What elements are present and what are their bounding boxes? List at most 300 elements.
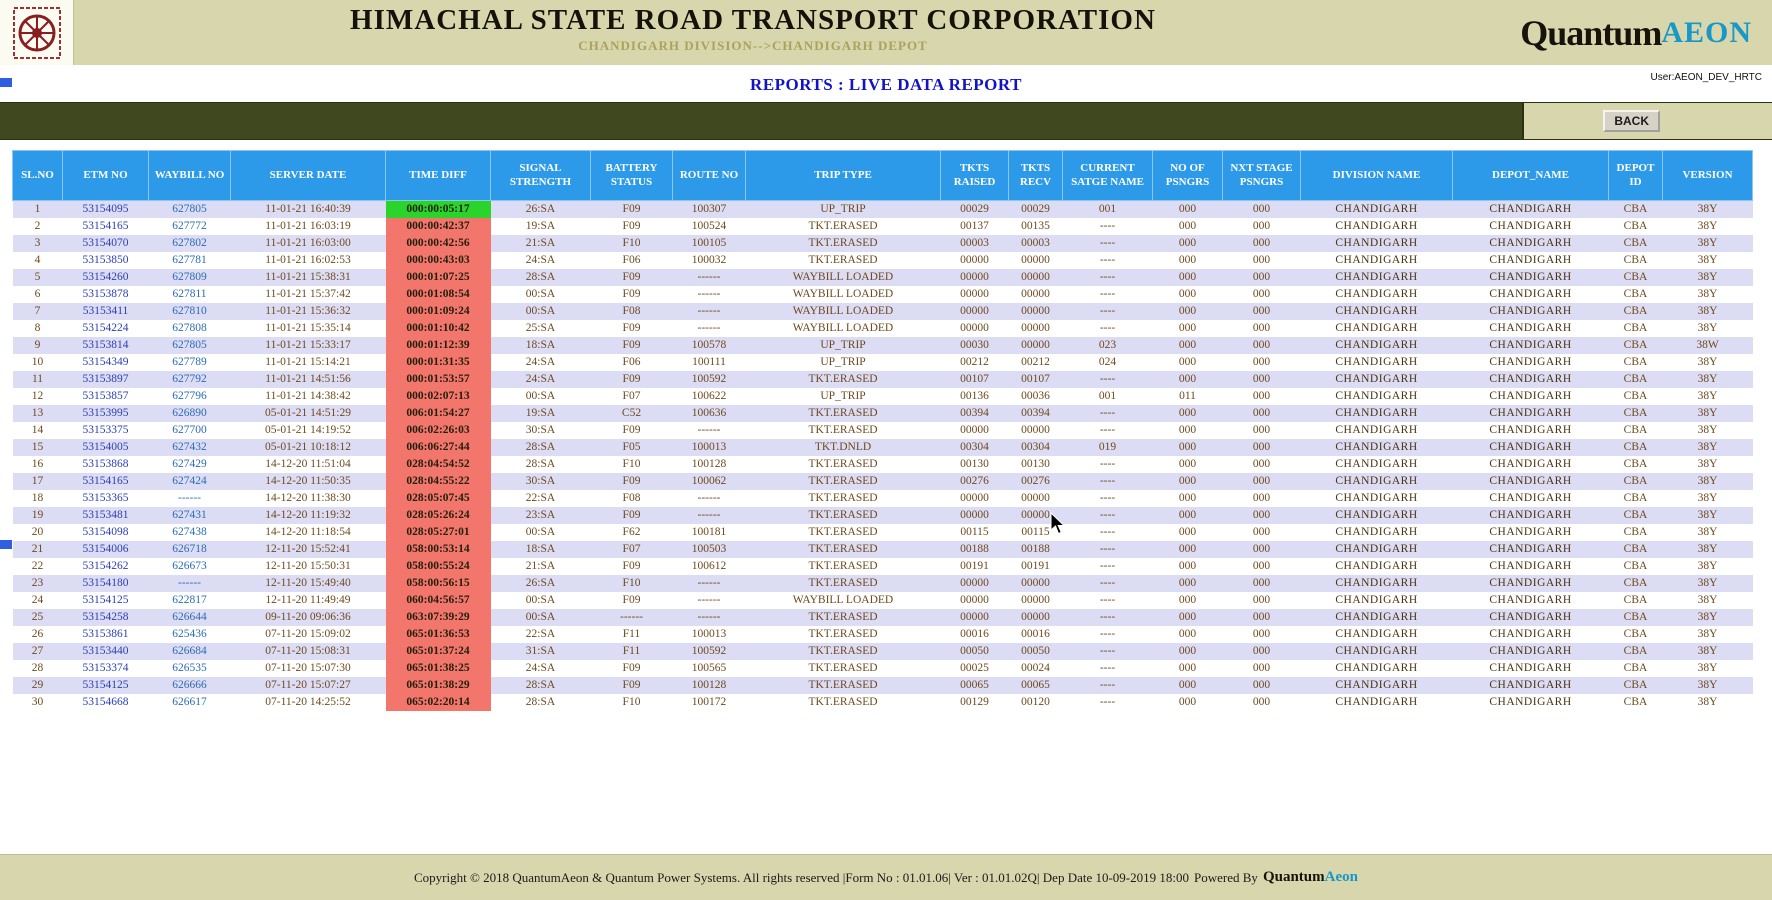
cell-etm-no[interactable]: 53153375 bbox=[82, 424, 129, 436]
cell-nxt-stage-psngrs: 000 bbox=[1252, 662, 1271, 674]
cell-waybill-no: 627424 bbox=[172, 475, 207, 487]
cell-server-date: 11-01-21 15:14:21 bbox=[265, 356, 351, 368]
cell-nxt-stage-psngrs: 000 bbox=[1252, 237, 1271, 249]
cell-division-name: CHANDIGARH bbox=[1335, 577, 1418, 589]
cell-waybill-no: 627438 bbox=[172, 526, 207, 538]
table-row bbox=[13, 626, 1753, 643]
cell-trip-type: TKT.ERASED bbox=[808, 373, 878, 385]
cell-battery-status: F09 bbox=[622, 475, 641, 487]
cell-nxt-stage-psngrs: 000 bbox=[1252, 645, 1271, 657]
cell-battery-status: F11 bbox=[622, 645, 641, 657]
cell-tkts-recv: 00000 bbox=[1021, 288, 1050, 300]
cell-battery-status: F09 bbox=[622, 560, 641, 572]
cell-server-date: 11-01-21 14:38:42 bbox=[265, 390, 351, 402]
cell-current-stage-name: 019 bbox=[1098, 441, 1117, 453]
cell-depot-name: CHANDIGARH bbox=[1489, 271, 1572, 283]
cell-depot-name: CHANDIGARH bbox=[1489, 220, 1572, 232]
table-row bbox=[13, 303, 1753, 320]
cell-signal-strength: 00:SA bbox=[525, 594, 556, 606]
cell-version: 38Y bbox=[1697, 577, 1718, 589]
cell-nxt-stage-psngrs: 000 bbox=[1252, 339, 1271, 351]
cell-depot-id: CBA bbox=[1623, 577, 1648, 589]
cell-tkts-recv: 00000 bbox=[1021, 254, 1050, 266]
table-row bbox=[13, 337, 1753, 354]
cell-etm-no[interactable]: 53153995 bbox=[82, 407, 129, 419]
column-header-battery-status: BATTERY STATUS bbox=[591, 151, 673, 201]
cell-slno: 9 bbox=[34, 339, 41, 351]
cell-no-of-psngrs: 000 bbox=[1178, 220, 1197, 232]
cell-depot-id: CBA bbox=[1623, 458, 1648, 470]
cell-depot-id: CBA bbox=[1623, 679, 1648, 691]
cell-etm-no[interactable]: 53154095 bbox=[82, 203, 129, 216]
cell-division-name: CHANDIGARH bbox=[1335, 237, 1418, 249]
cell-tkts-raised: 00394 bbox=[960, 407, 989, 419]
cell-server-date: 11-01-21 16:02:53 bbox=[265, 254, 351, 266]
table-row bbox=[13, 235, 1753, 252]
cell-etm-no[interactable]: 53153365 bbox=[82, 492, 129, 504]
cell-tkts-raised: 00003 bbox=[960, 237, 989, 249]
cell-waybill-no: 626718 bbox=[172, 543, 207, 555]
cell-version: 38Y bbox=[1697, 254, 1718, 266]
cell-version: 38Y bbox=[1697, 696, 1718, 708]
cell-division-name: CHANDIGARH bbox=[1335, 458, 1418, 470]
cell-depot-id: CBA bbox=[1623, 237, 1648, 249]
cell-tkts-raised: 00050 bbox=[960, 645, 989, 657]
cell-version: 38Y bbox=[1697, 662, 1718, 674]
cell-nxt-stage-psngrs: 000 bbox=[1252, 509, 1271, 521]
cell-signal-strength: 00:SA bbox=[525, 526, 556, 538]
cell-signal-strength: 19:SA bbox=[525, 220, 556, 232]
header-titles bbox=[74, 0, 1432, 65]
cell-tkts-recv: 00394 bbox=[1021, 407, 1050, 419]
cell-division-name: CHANDIGARH bbox=[1335, 475, 1418, 487]
cell-signal-strength: 00:SA bbox=[525, 305, 556, 317]
cell-depot-name: CHANDIGARH bbox=[1489, 662, 1572, 674]
cell-tkts-recv: 00000 bbox=[1021, 577, 1050, 589]
column-header-current-stage-name: CURRENT SATGE NAME bbox=[1063, 151, 1153, 201]
cell-etm-no[interactable]: 53154668 bbox=[82, 696, 129, 708]
cell-depot-name: CHANDIGARH bbox=[1489, 560, 1572, 572]
scroll-marker bbox=[0, 78, 12, 87]
cell-trip-type: TKT.ERASED bbox=[808, 220, 878, 232]
copyright-text: Copyright © 2018 QuantumAeon & Quantum Power Systems. All rights reserved |Form No : 01.01.06| Ver : 01.01.02Q| Dep Date 10-09-2019 18:00 bbox=[414, 869, 1190, 885]
cell-division-name: CHANDIGARH bbox=[1335, 390, 1418, 402]
cell-etm-no[interactable]: 53154070 bbox=[82, 237, 129, 249]
hrtc-emblem-icon bbox=[12, 6, 62, 60]
cell-tkts-raised: 00212 bbox=[960, 356, 989, 368]
cell-route-no: 100032 bbox=[691, 254, 727, 266]
cell-trip-type: UP_TRIP bbox=[820, 356, 866, 368]
cell-current-stage-name: ---- bbox=[1099, 679, 1116, 691]
cell-current-stage-name: ---- bbox=[1099, 220, 1116, 232]
cell-no-of-psngrs: 000 bbox=[1178, 662, 1197, 674]
cell-division-name: CHANDIGARH bbox=[1335, 220, 1418, 232]
cell-signal-strength: 28:SA bbox=[525, 679, 556, 691]
cell-slno: 4 bbox=[34, 254, 41, 266]
cell-waybill-no: 627781 bbox=[172, 254, 207, 266]
cell-waybill-no: 626684 bbox=[172, 645, 207, 657]
cell-etm-no[interactable]: 53154224 bbox=[82, 322, 129, 334]
cell-tkts-raised: 00276 bbox=[960, 475, 989, 487]
cell-no-of-psngrs: 000 bbox=[1178, 628, 1197, 640]
cell-no-of-psngrs: 000 bbox=[1178, 458, 1197, 470]
cell-tkts-recv: 00135 bbox=[1021, 220, 1050, 232]
cell-nxt-stage-psngrs: 000 bbox=[1252, 373, 1271, 385]
cell-server-date: 11-01-21 15:38:31 bbox=[265, 271, 351, 283]
cell-time-diff: 065:01:38:29 bbox=[386, 677, 491, 694]
cell-depot-name: CHANDIGARH bbox=[1489, 237, 1572, 249]
cell-route-no: 100592 bbox=[691, 645, 727, 657]
cell-division-name: CHANDIGARH bbox=[1335, 662, 1418, 674]
cell-trip-type: TKT.ERASED bbox=[808, 254, 878, 266]
column-header-tkts-recv: TKTS RECV bbox=[1009, 151, 1063, 201]
cell-route-no: 100105 bbox=[691, 237, 727, 249]
cell-server-date: 14-12-20 11:18:54 bbox=[265, 526, 351, 538]
cell-division-name: CHANDIGARH bbox=[1335, 441, 1418, 453]
cell-trip-type: TKT.ERASED bbox=[808, 611, 878, 623]
cell-tkts-recv: 00000 bbox=[1021, 611, 1050, 623]
cell-server-date: 11-01-21 14:51:56 bbox=[265, 373, 351, 385]
cell-depot-id: CBA bbox=[1623, 373, 1648, 385]
footer-brand-quantum: Quantum bbox=[1262, 869, 1325, 885]
cell-slno: 2 bbox=[34, 220, 41, 232]
cell-tkts-raised: 00000 bbox=[960, 322, 989, 334]
cell-time-diff: 058:00:53:14 bbox=[386, 541, 491, 558]
cell-no-of-psngrs: 000 bbox=[1178, 356, 1197, 368]
cell-current-stage-name: ---- bbox=[1099, 322, 1116, 334]
live-data-report-table bbox=[12, 150, 1753, 711]
cell-version: 38Y bbox=[1697, 271, 1718, 283]
cell-division-name: CHANDIGARH bbox=[1335, 424, 1418, 436]
cell-tkts-recv: 00304 bbox=[1021, 441, 1050, 453]
toolbar-right-pane bbox=[1522, 103, 1772, 139]
cell-division-name: CHANDIGARH bbox=[1335, 322, 1418, 334]
cell-version: 38Y bbox=[1697, 305, 1718, 317]
cell-tkts-raised: 00129 bbox=[960, 696, 989, 708]
column-header-slno: SL.NO bbox=[13, 151, 63, 201]
cell-etm-no[interactable]: 53154260 bbox=[82, 271, 129, 283]
cell-time-diff: 000:00:42:37 bbox=[386, 218, 491, 235]
cell-depot-id: CBA bbox=[1623, 611, 1648, 623]
cell-etm-no[interactable]: 53154349 bbox=[82, 356, 129, 368]
cell-battery-status: ------ bbox=[620, 611, 643, 623]
cell-signal-strength: 00:SA bbox=[525, 288, 556, 300]
table-row bbox=[13, 422, 1753, 439]
table-row bbox=[13, 643, 1753, 660]
cell-depot-name: CHANDIGARH bbox=[1489, 390, 1572, 402]
cell-trip-type: TKT.ERASED bbox=[808, 492, 878, 504]
table-container bbox=[12, 150, 1760, 711]
cell-waybill-no: 626617 bbox=[172, 696, 207, 708]
cell-route-no: 100062 bbox=[691, 475, 727, 487]
cell-time-diff: 065:01:37:24 bbox=[386, 643, 491, 660]
cell-current-stage-name: ---- bbox=[1099, 526, 1116, 538]
cell-division-name: CHANDIGARH bbox=[1335, 203, 1418, 216]
table-row bbox=[13, 507, 1753, 524]
cell-no-of-psngrs: 000 bbox=[1178, 611, 1197, 623]
cell-slno: 29 bbox=[31, 679, 44, 691]
cell-trip-type: UP_TRIP bbox=[820, 390, 866, 402]
cell-etm-no[interactable]: 53154006 bbox=[82, 543, 129, 555]
cell-no-of-psngrs: 000 bbox=[1178, 407, 1197, 419]
cell-time-diff: 000:01:08:54 bbox=[386, 286, 491, 303]
cell-route-no: 100592 bbox=[691, 373, 727, 385]
cell-version: 38Y bbox=[1697, 679, 1718, 691]
cell-no-of-psngrs: 000 bbox=[1178, 203, 1197, 216]
cell-depot-name: CHANDIGARH bbox=[1489, 356, 1572, 368]
cell-server-date: 05-01-21 14:51:29 bbox=[265, 407, 351, 419]
table-row bbox=[13, 575, 1753, 592]
cell-etm-no[interactable]: 53154098 bbox=[82, 526, 129, 538]
cell-depot-id: CBA bbox=[1623, 526, 1648, 538]
cell-depot-name: CHANDIGARH bbox=[1489, 543, 1572, 555]
cell-server-date: 07-11-20 15:09:02 bbox=[265, 628, 351, 640]
cell-version: 38W bbox=[1696, 339, 1719, 351]
cell-tkts-recv: 00024 bbox=[1021, 662, 1050, 674]
cell-signal-strength: 22:SA bbox=[525, 628, 556, 640]
cell-depot-name: CHANDIGARH bbox=[1489, 373, 1572, 385]
cell-current-stage-name: 023 bbox=[1098, 339, 1117, 351]
cell-tkts-raised: 00000 bbox=[960, 254, 989, 266]
cell-battery-status: F09 bbox=[622, 288, 641, 300]
cell-tkts-recv: 00276 bbox=[1021, 475, 1050, 487]
cell-no-of-psngrs: 000 bbox=[1178, 526, 1197, 538]
cell-trip-type: TKT.ERASED bbox=[808, 475, 878, 487]
cell-etm-no[interactable]: 53153861 bbox=[82, 628, 129, 640]
cell-etm-no[interactable]: 53153868 bbox=[82, 458, 129, 470]
cell-time-diff: 000:02:07:13 bbox=[386, 388, 491, 405]
cell-trip-type: TKT.ERASED bbox=[808, 662, 878, 674]
brand-aeon-text: AEON bbox=[1661, 15, 1752, 49]
cell-slno: 23 bbox=[31, 577, 44, 589]
cell-route-no: 100503 bbox=[691, 543, 727, 555]
cell-waybill-no: 626890 bbox=[172, 407, 207, 419]
cell-etm-no[interactable]: 53153814 bbox=[82, 339, 129, 351]
cell-trip-type: TKT.ERASED bbox=[808, 424, 878, 436]
cell-depot-name: CHANDIGARH bbox=[1489, 492, 1572, 504]
cell-tkts-recv: 00191 bbox=[1021, 560, 1050, 572]
cell-battery-status: F09 bbox=[622, 203, 641, 216]
cell-current-stage-name: ---- bbox=[1099, 509, 1116, 521]
cell-etm-no[interactable]: 53154125 bbox=[82, 594, 129, 606]
cell-slno: 5 bbox=[34, 271, 41, 283]
cell-slno: 8 bbox=[34, 322, 41, 334]
column-header-depot-id: DEPOT ID bbox=[1609, 151, 1663, 201]
cell-time-diff: 000:01:10:42 bbox=[386, 320, 491, 337]
cell-trip-type: WAYBILL LOADED bbox=[792, 322, 894, 334]
cell-battery-status: F09 bbox=[622, 509, 641, 521]
cell-trip-type: TKT.ERASED bbox=[808, 458, 878, 470]
table-row bbox=[13, 388, 1753, 405]
column-header-route-no: ROUTE NO bbox=[673, 151, 746, 201]
cell-route-no: 100622 bbox=[691, 390, 727, 402]
cell-route-no: 100636 bbox=[691, 407, 727, 419]
cell-nxt-stage-psngrs: 000 bbox=[1252, 322, 1271, 334]
cell-server-date: 14-12-20 11:19:32 bbox=[265, 509, 351, 521]
cell-slno: 26 bbox=[31, 628, 44, 640]
cell-tkts-recv: 00029 bbox=[1021, 203, 1050, 216]
cell-no-of-psngrs: 000 bbox=[1178, 696, 1197, 708]
cell-route-no: 100172 bbox=[691, 696, 727, 708]
cell-tkts-recv: 00115 bbox=[1021, 526, 1050, 538]
table-row bbox=[13, 660, 1753, 677]
cell-server-date: 11-01-21 16:40:39 bbox=[265, 203, 351, 216]
cell-etm-no[interactable]: 53153857 bbox=[82, 390, 129, 402]
cell-time-diff: 000:01:53:57 bbox=[386, 371, 491, 388]
cell-tkts-raised: 00000 bbox=[960, 611, 989, 623]
cell-no-of-psngrs: 000 bbox=[1178, 373, 1197, 385]
cell-etm-no[interactable]: 53154262 bbox=[82, 560, 129, 572]
column-header-waybill-no: WAYBILL NO bbox=[149, 151, 231, 201]
cell-server-date: 12-11-20 11:49:49 bbox=[265, 594, 351, 606]
cell-server-date: 11-01-21 16:03:00 bbox=[265, 237, 351, 249]
cell-depot-name: CHANDIGARH bbox=[1489, 339, 1572, 351]
cell-etm-no[interactable]: 53154165 bbox=[82, 220, 129, 232]
cell-tkts-raised: 00000 bbox=[960, 594, 989, 606]
cell-current-stage-name: ---- bbox=[1099, 577, 1116, 589]
toolbar bbox=[0, 102, 1772, 140]
cell-battery-status: F09 bbox=[622, 594, 641, 606]
cell-server-date: 05-01-21 10:18:12 bbox=[265, 441, 351, 453]
cell-division-name: CHANDIGARH bbox=[1335, 373, 1418, 385]
cell-no-of-psngrs: 000 bbox=[1178, 543, 1197, 555]
cell-nxt-stage-psngrs: 000 bbox=[1252, 271, 1271, 283]
cell-version: 38Y bbox=[1697, 203, 1718, 216]
cell-time-diff: 000:00:05:17 bbox=[386, 201, 491, 218]
cell-etm-no[interactable]: 53153440 bbox=[82, 645, 129, 657]
cell-waybill-no: 627811 bbox=[172, 288, 207, 300]
cell-version: 38Y bbox=[1697, 645, 1718, 657]
cell-nxt-stage-psngrs: 000 bbox=[1252, 560, 1271, 572]
cell-division-name: CHANDIGARH bbox=[1335, 679, 1418, 691]
cell-time-diff: 000:01:31:35 bbox=[386, 354, 491, 371]
cell-depot-id: CBA bbox=[1623, 322, 1648, 334]
cell-depot-name: CHANDIGARH bbox=[1489, 288, 1572, 300]
cell-signal-strength: 23:SA bbox=[525, 509, 556, 521]
table-row bbox=[13, 592, 1753, 609]
cell-depot-id: CBA bbox=[1623, 492, 1648, 504]
cell-signal-strength: 00:SA bbox=[525, 611, 556, 623]
cell-route-no: 100565 bbox=[691, 662, 727, 674]
cell-nxt-stage-psngrs: 000 bbox=[1252, 611, 1271, 623]
cell-route-no: ------ bbox=[697, 424, 721, 436]
cell-etm-no[interactable]: 53154125 bbox=[82, 679, 129, 691]
cell-server-date: 11-01-21 15:37:42 bbox=[265, 288, 351, 300]
cell-etm-no[interactable]: 53154005 bbox=[82, 441, 129, 453]
cell-division-name: CHANDIGARH bbox=[1335, 356, 1418, 368]
table-row bbox=[13, 320, 1753, 337]
cell-no-of-psngrs: 000 bbox=[1178, 339, 1197, 351]
cell-version: 38Y bbox=[1697, 373, 1718, 385]
cell-depot-name: CHANDIGARH bbox=[1489, 254, 1572, 266]
back-button[interactable]: BACK bbox=[1603, 110, 1660, 132]
cell-battery-status: F09 bbox=[622, 271, 641, 283]
cell-depot-id: CBA bbox=[1623, 441, 1648, 453]
cell-battery-status: F09 bbox=[622, 322, 641, 334]
cell-division-name: CHANDIGARH bbox=[1335, 509, 1418, 521]
cell-etm-no[interactable]: 53154258 bbox=[82, 611, 129, 623]
cell-version: 38Y bbox=[1697, 441, 1718, 453]
cell-signal-strength: 24:SA bbox=[525, 254, 556, 266]
cell-nxt-stage-psngrs: 000 bbox=[1252, 696, 1271, 708]
cell-tkts-recv: 00188 bbox=[1021, 543, 1050, 555]
column-header-etm-no: ETM NO bbox=[63, 151, 149, 201]
cell-trip-type: TKT.ERASED bbox=[808, 679, 878, 691]
cell-battery-status: F09 bbox=[622, 373, 641, 385]
cell-waybill-no: 627700 bbox=[172, 424, 207, 436]
cell-slno: 16 bbox=[31, 458, 44, 470]
cell-depot-id: CBA bbox=[1623, 696, 1648, 708]
cell-current-stage-name: ---- bbox=[1099, 696, 1116, 708]
cell-tkts-recv: 00000 bbox=[1021, 594, 1050, 606]
cell-division-name: CHANDIGARH bbox=[1335, 696, 1418, 708]
cell-etm-no[interactable]: 53153878 bbox=[82, 288, 129, 300]
cell-etm-no[interactable]: 53153411 bbox=[82, 305, 129, 317]
cell-battery-status: F08 bbox=[622, 492, 641, 504]
cell-trip-type: TKT.ERASED bbox=[808, 696, 878, 708]
cell-depot-id: CBA bbox=[1623, 662, 1648, 674]
table-header-row bbox=[13, 151, 1753, 201]
cell-etm-no[interactable]: 53153481 bbox=[82, 509, 129, 521]
cell-depot-id: CBA bbox=[1623, 407, 1648, 419]
cell-signal-strength: 22:SA bbox=[525, 492, 556, 504]
cell-time-diff: 063:07:39:29 bbox=[386, 609, 491, 626]
cell-waybill-no: 626673 bbox=[172, 560, 207, 572]
cell-battery-status: F10 bbox=[622, 237, 641, 249]
cell-depot-name: CHANDIGARH bbox=[1489, 594, 1572, 606]
division-depot-breadcrumb: CHANDIGARH DIVISION-->CHANDIGARH DEPOT bbox=[578, 38, 928, 53]
cell-tkts-recv: 00000 bbox=[1021, 509, 1050, 521]
table-row bbox=[13, 286, 1753, 303]
cell-depot-id: CBA bbox=[1623, 594, 1648, 606]
cell-slno: 15 bbox=[31, 441, 44, 453]
cell-no-of-psngrs: 000 bbox=[1178, 237, 1197, 249]
cell-time-diff: 058:00:56:15 bbox=[386, 575, 491, 592]
cell-current-stage-name: ---- bbox=[1099, 594, 1116, 606]
cell-etm-no[interactable]: 53154180 bbox=[82, 577, 129, 589]
cell-nxt-stage-psngrs: 000 bbox=[1252, 679, 1271, 691]
cell-depot-name: CHANDIGARH bbox=[1489, 203, 1572, 216]
cell-tkts-raised: 00137 bbox=[960, 220, 989, 232]
cell-server-date: 07-11-20 15:07:30 bbox=[265, 662, 351, 674]
cell-time-diff: 028:05:26:24 bbox=[386, 507, 491, 524]
cell-etm-no[interactable]: 53153850 bbox=[82, 254, 129, 266]
cell-slno: 24 bbox=[31, 594, 44, 606]
cell-depot-name: CHANDIGARH bbox=[1489, 322, 1572, 334]
cell-battery-status: F09 bbox=[622, 339, 641, 351]
cell-division-name: CHANDIGARH bbox=[1335, 254, 1418, 266]
cell-no-of-psngrs: 000 bbox=[1178, 441, 1197, 453]
cell-signal-strength: 28:SA bbox=[525, 458, 556, 470]
cell-depot-name: CHANDIGARH bbox=[1489, 611, 1572, 623]
cell-server-date: 12-11-20 15:49:40 bbox=[265, 577, 351, 589]
cell-etm-no[interactable]: 53154165 bbox=[82, 475, 129, 487]
cell-time-diff: 000:00:43:03 bbox=[386, 252, 491, 269]
cell-signal-strength: 26:SA bbox=[525, 577, 556, 589]
cell-etm-no[interactable]: 53153897 bbox=[82, 373, 129, 385]
cell-depot-name: CHANDIGARH bbox=[1489, 407, 1572, 419]
cell-route-no: ------ bbox=[697, 509, 721, 521]
cell-tkts-recv: 00130 bbox=[1021, 458, 1050, 470]
cell-battery-status: F09 bbox=[622, 662, 641, 674]
cell-version: 38Y bbox=[1697, 611, 1718, 623]
cell-depot-name: CHANDIGARH bbox=[1489, 509, 1572, 521]
cell-etm-no[interactable]: 53153374 bbox=[82, 662, 129, 674]
cell-time-diff: 065:01:36:53 bbox=[386, 626, 491, 643]
cell-signal-strength: 25:SA bbox=[525, 322, 556, 334]
cell-signal-strength: 31:SA bbox=[525, 645, 556, 657]
cell-depot-name: CHANDIGARH bbox=[1489, 526, 1572, 538]
